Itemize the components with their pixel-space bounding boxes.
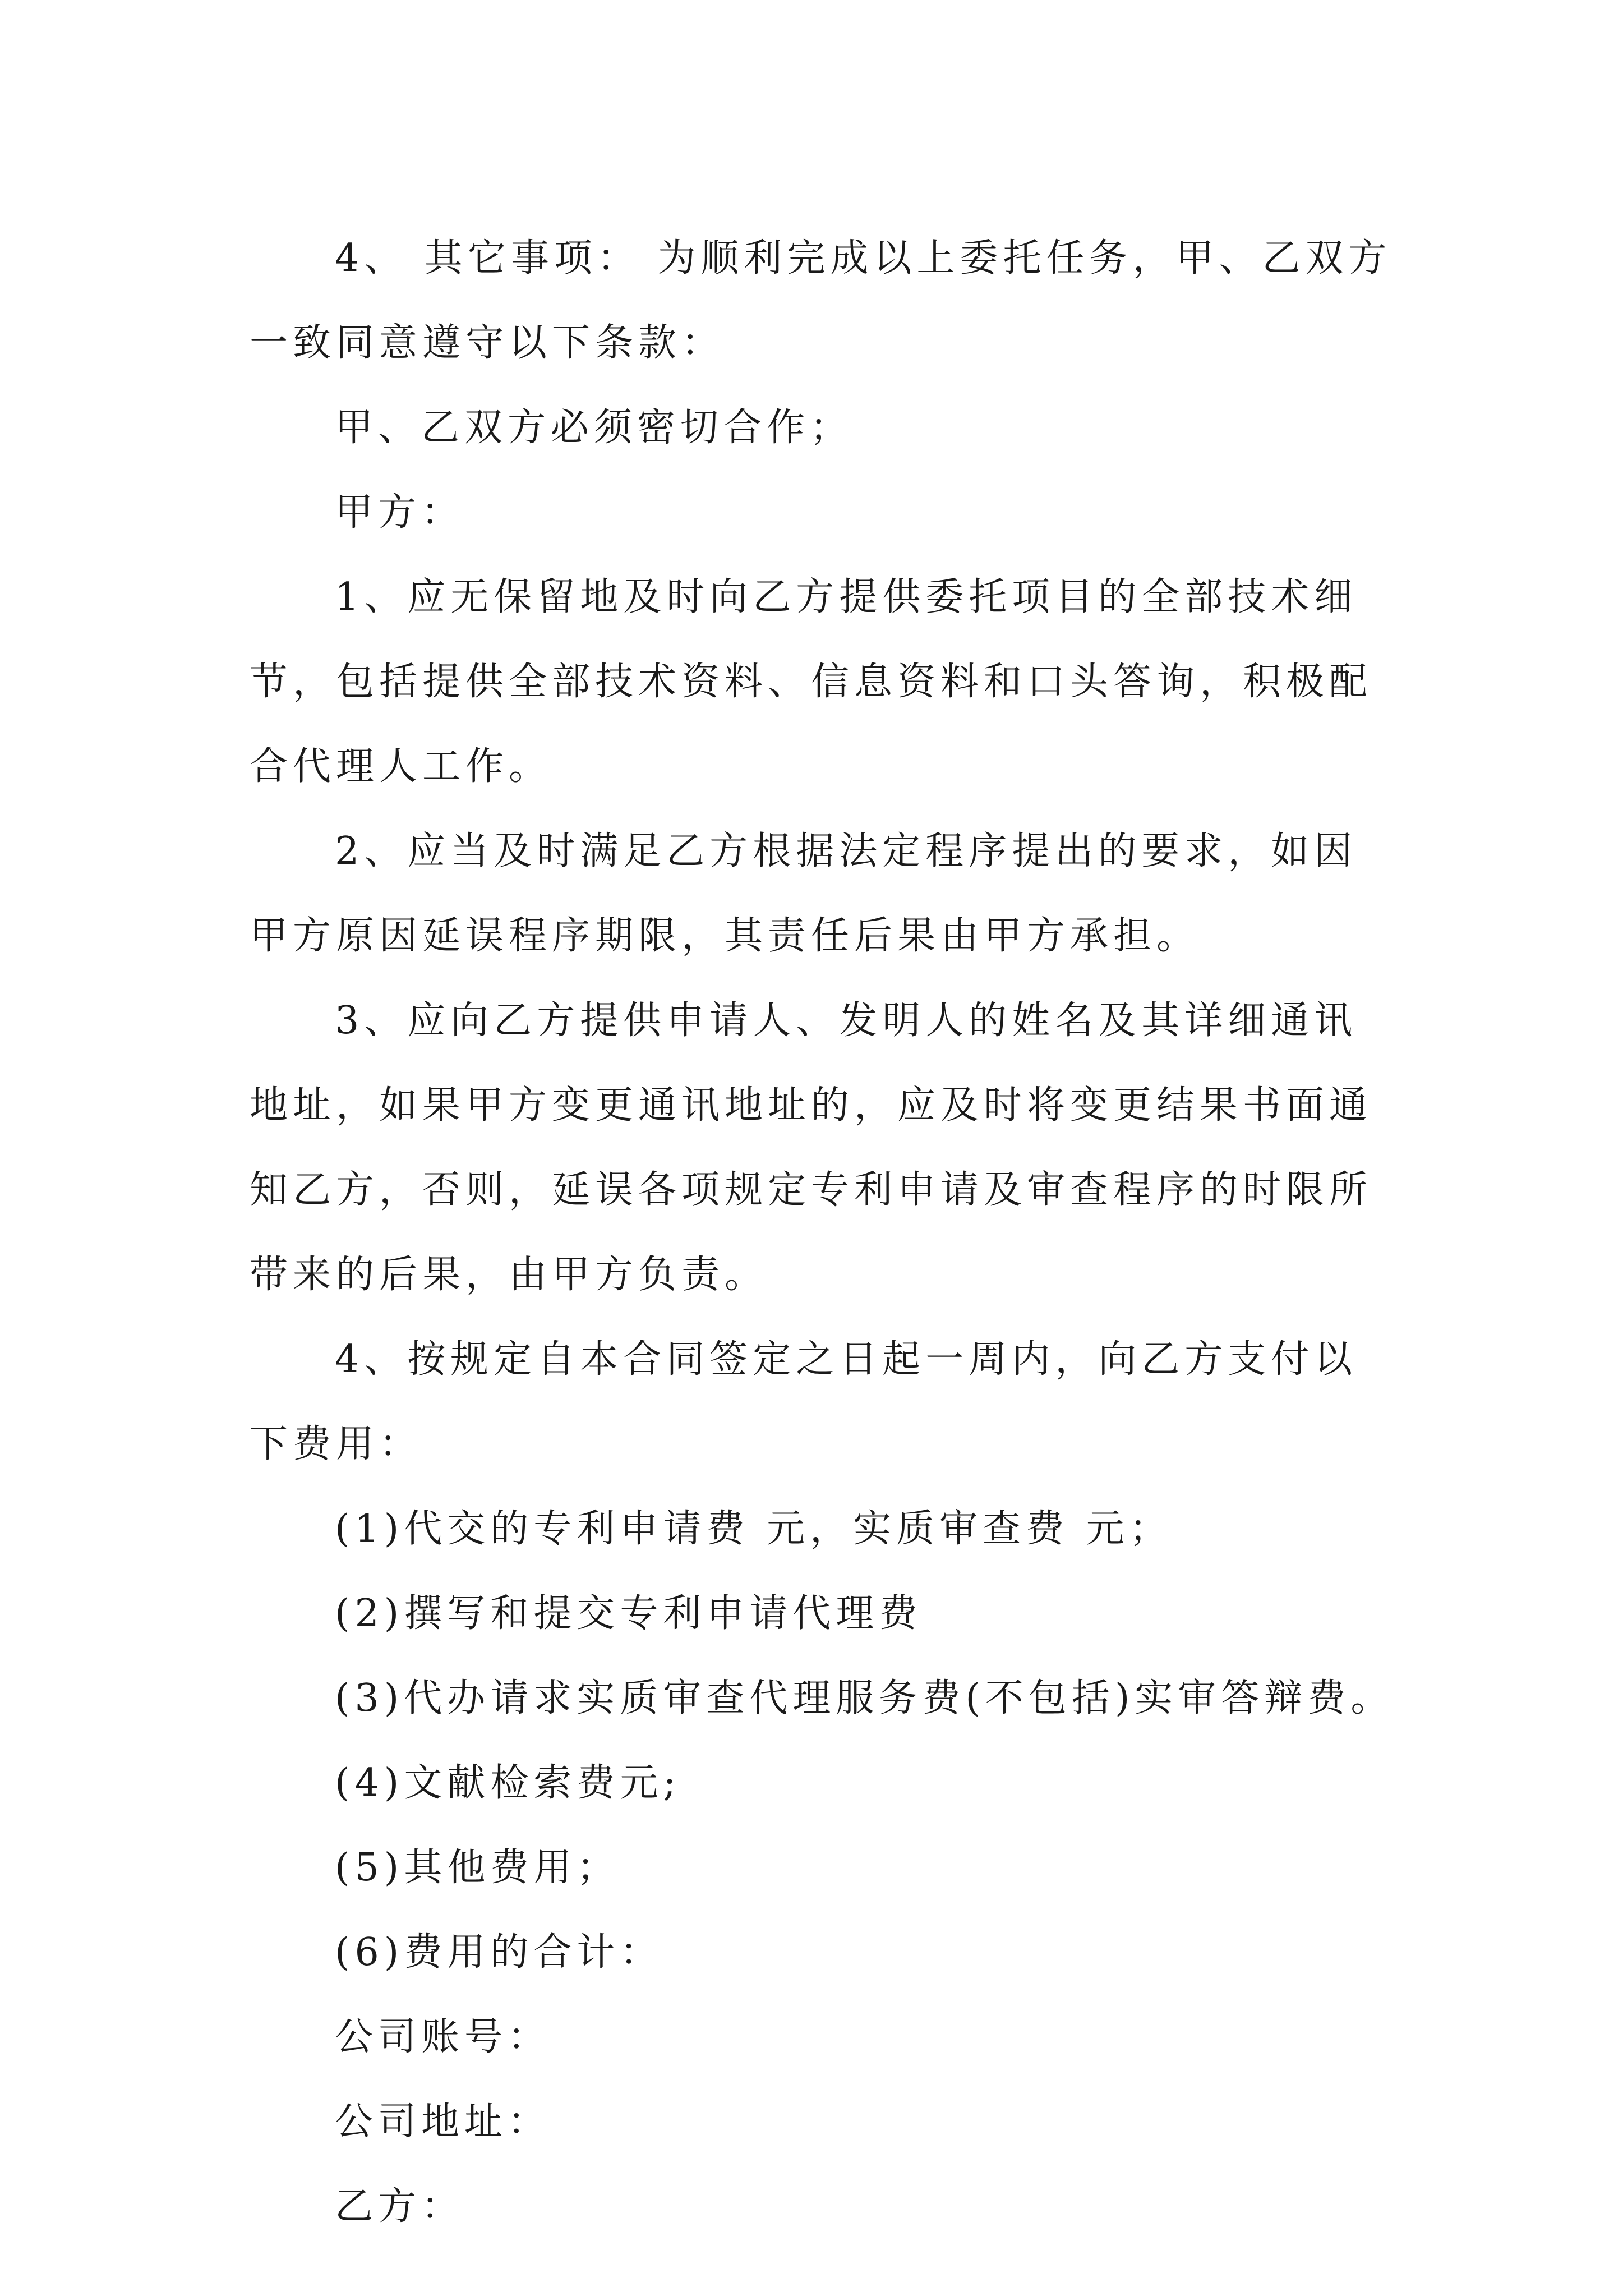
fee-item-3: (3)代办请求实质审查代理服务费(不包括)实审答辩费。 [335, 1676, 1394, 1720]
fee-item-6: (6)费用的合计： [335, 1930, 663, 1975]
paragraph-other-matters: 4、 其它事项： 为顺利完成以上委托任务，甲、乙双方一致同意遵守以下条款： [250, 236, 1392, 365]
document-body [250, 216, 1394, 2249]
party-b-label: 乙方： [335, 2184, 465, 2229]
paragraph-item-4: 4、按规定自本合同签定之日起一周内，向乙方支付以下费用： [250, 1337, 1358, 1466]
paragraph-party-a-heading: 甲方： [335, 490, 465, 535]
company-address-label: 公司地址： [335, 2100, 551, 2144]
fee-item-1: (1)代交的专利申请费 元，实质审查费 元； [335, 1507, 1173, 1551]
paragraph-item-1: 1、应无保留地及时向乙方提供委托项目的全部技术细节，包括提供全部技术资料、信息资料和口头答询，积极配合代理人工作。 [250, 575, 1373, 789]
fee-item-5: (5)其他费用； [335, 1846, 620, 1890]
fee-item-4: (4)文献检索费元; [335, 1761, 681, 1805]
paragraph-item-2: 2、应当及时满足乙方根据法定程序提出的要求，如因甲方原因延误程序期限，其责任后果由甲方承担。 [250, 829, 1358, 958]
company-account-label: 公司账号： [335, 2015, 551, 2059]
fee-item-2: (2)撰写和提交专利申请代理费 [335, 1591, 923, 1636]
paragraph-cooperation: 甲、乙双方必须密切合作； [335, 406, 854, 450]
paragraph-item-3: 3、应向乙方提供申请人、发明人的姓名及其详细通讯地址，如果甲方变更通讯地址的，应及时将变更结果书面通知乙方，否则，延误各项规定专利申请及审查程序的时限所带来的后果，由甲方负责。 [250, 999, 1373, 1297]
